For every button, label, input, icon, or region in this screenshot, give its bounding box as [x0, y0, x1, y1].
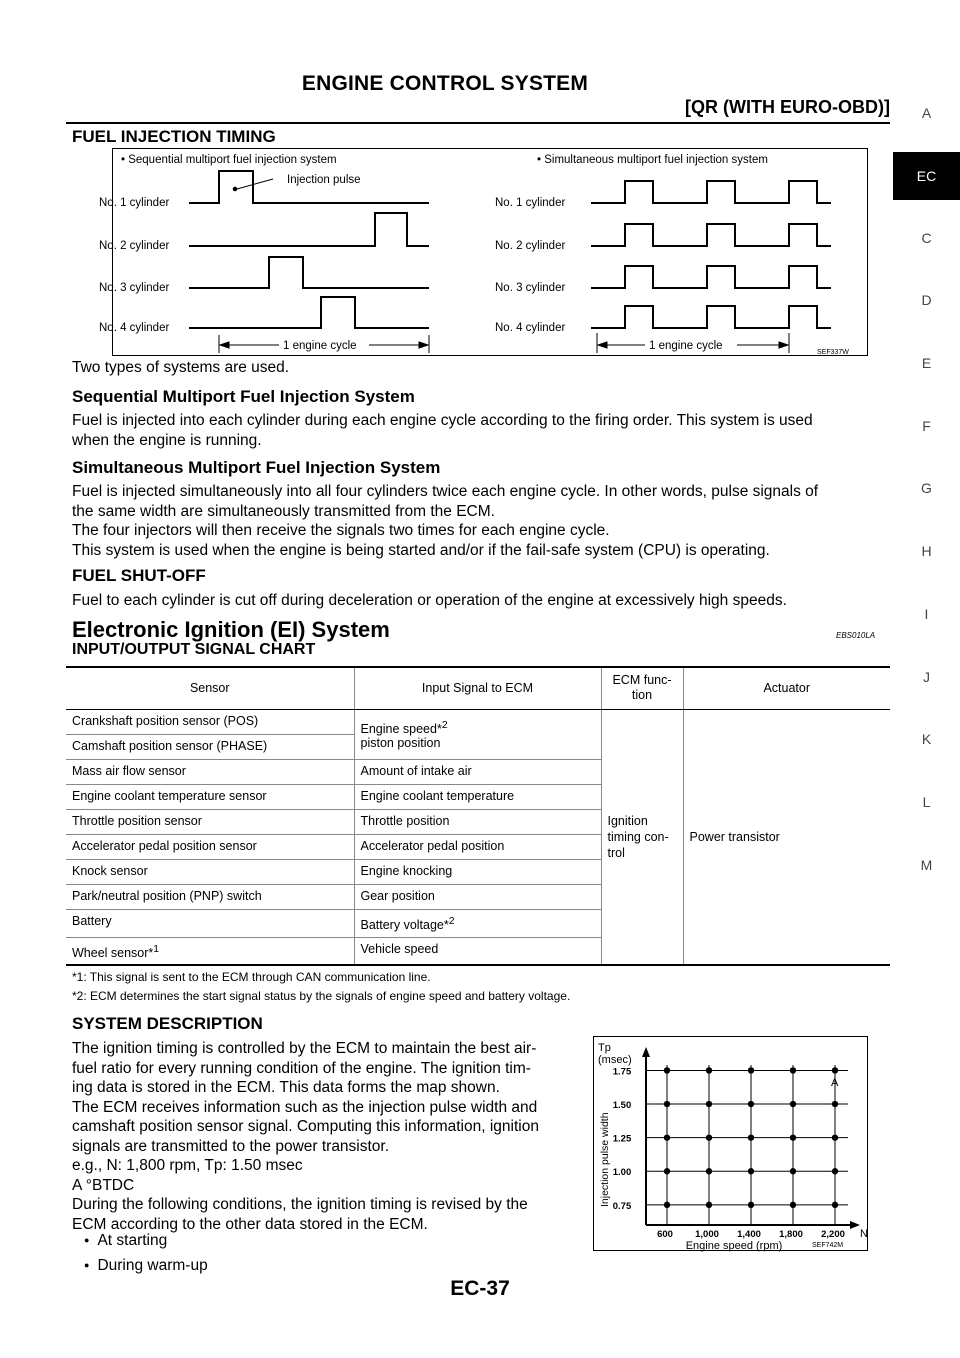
left-cyl-4: No. 4 cylinder: [99, 322, 170, 334]
index-tab-j[interactable]: J: [923, 668, 930, 685]
input-cell-battery-voltage: [354, 909, 601, 937]
y-axis-name: Tp: [598, 1042, 611, 1054]
seq-wave-2: [189, 213, 429, 246]
index-tab-l[interactable]: L: [922, 793, 931, 810]
signal-chart-table: [66, 666, 890, 966]
sysdesc-line-6: signals are transmitted to the power transistor.: [72, 1137, 390, 1155]
index-tab-h[interactable]: H: [921, 543, 932, 560]
sensor-cell: Accelerator pedal position sensor: [66, 834, 354, 859]
right-cyl-3: No. 3 cylinder: [495, 282, 566, 294]
index-tab-m[interactable]: M: [920, 856, 933, 873]
simultaneous-line-1: Fuel is injected simultaneously into all four cylinders twice each engine cycle. In other words, pulse signals of: [72, 483, 819, 500]
sim-wave-2: [591, 224, 831, 246]
right-cyl-2: No. 2 cylinder: [495, 240, 566, 252]
data-point-2: [748, 1202, 754, 1208]
data-point-14: [832, 1134, 838, 1140]
data-point-4: [832, 1202, 838, 1208]
heading-signal-chart: INPUT/OUTPUT SIGNAL CHART: [72, 641, 316, 658]
fig-code-timing: SEF337W: [817, 349, 849, 356]
simultaneous-line-2: the same width are simultaneously transmitted from the ECM.: [72, 502, 495, 520]
input-cell: Gear position: [354, 884, 601, 909]
col-header-actuator: Actuator: [683, 667, 890, 709]
sequential-text: [72, 411, 892, 450]
ignition-ref-code: EBS010LA: [836, 631, 876, 640]
col-header-input: Input Signal to ECM: [354, 667, 601, 709]
right-cycle-label: 1 engine cycle: [649, 340, 723, 352]
engine-speed-text: Engine speed*: [360, 721, 442, 736]
input-cell: Throttle position: [354, 809, 601, 834]
wheel-sensor-footnote-mark: 1: [153, 943, 160, 955]
y-axis-arrow: [642, 1047, 650, 1057]
simultaneous-line-4: This system is used when the engine is being started and/or if the fail-safe system (CPU) is operating.: [72, 541, 770, 559]
sequential-line-2: when the engine is running.: [72, 431, 262, 449]
y-axis-label: Injection pulse width: [599, 1112, 611, 1207]
sysdesc-line-8: A °BTDC: [72, 1176, 135, 1194]
right-cyl-4: No. 4 cylinder: [495, 322, 566, 334]
col-header-sensor: Sensor: [66, 667, 354, 709]
data-point-22: [748, 1067, 754, 1073]
left-cyl-2: No. 2 cylinder: [99, 240, 170, 252]
intro-text: Two types of systems are used.: [72, 359, 290, 376]
ignition-map-chart: [594, 1037, 869, 1252]
x-axis-label: Engine speed (rpm): [685, 1240, 783, 1252]
section-heading-fuel-timing: FUEL INJECTION TIMING: [72, 127, 276, 146]
heading-fuel-shutoff: FUEL SHUT-OFF: [72, 566, 206, 585]
x-tick-label-1: 1,000: [695, 1229, 719, 1240]
fig-left-title: • Sequential multiport fuel injection system: [121, 154, 337, 166]
sim-wave-3: [591, 266, 831, 288]
ignition-map-figure: [593, 1036, 868, 1251]
heading-electronic-ignition: Electronic Ignition (EI) System: [72, 617, 390, 642]
sysdesc-line-2: fuel ratio for every running condition of the engine. The ignition tim-: [72, 1059, 531, 1077]
data-point-9: [832, 1168, 838, 1174]
seq-wave-3: [189, 257, 429, 288]
index-tab-ec[interactable]: EC: [893, 152, 960, 200]
y-tick-label-2: 1.25: [612, 1133, 632, 1145]
sysdesc-line-9: During the following conditions, the ignition timing is revised by the: [72, 1196, 528, 1213]
data-point-5: [664, 1168, 670, 1174]
sensor-cell: Mass air flow sensor: [66, 759, 354, 784]
index-tab-e[interactable]: E: [921, 355, 932, 372]
sensor-cell: Engine coolant temperature sensor: [66, 784, 354, 809]
data-point-11: [706, 1134, 712, 1140]
conditions-list: [84, 1228, 208, 1278]
section-index: [893, 82, 960, 896]
sensor-cell: Throttle position sensor: [66, 809, 354, 834]
injection-pulse-label: Injection pulse: [287, 174, 361, 186]
input-cell: Vehicle speed: [354, 937, 601, 965]
list-item: ● At starting: [84, 1228, 208, 1253]
right-cyl-1: No. 1 cylinder: [495, 197, 566, 209]
data-point-15: [664, 1101, 670, 1107]
data-point-6: [706, 1168, 712, 1174]
header-rule: [66, 122, 890, 124]
index-tab-k[interactable]: K: [921, 731, 932, 748]
footnote-2: *2: ECM determines the start signal status by the signals of engine speed and battery voltage.: [72, 989, 571, 1003]
data-point-20: [664, 1067, 670, 1073]
sensor-cell: Park/neutral position (PNP) switch: [66, 884, 354, 909]
y-tick-label-3: 1.50: [612, 1100, 632, 1112]
data-point-17: [748, 1101, 754, 1107]
input-cell: Engine coolant temperature: [354, 784, 601, 809]
list-item: ● During warm-up: [84, 1253, 208, 1278]
data-point-3: [790, 1202, 796, 1208]
y-axis-unit: (msec): [598, 1054, 632, 1066]
data-point-1: [706, 1202, 712, 1208]
injection-timing-diagram: [99, 149, 869, 357]
data-point-12: [748, 1134, 754, 1140]
sim-wave-4: [591, 306, 831, 328]
sysdesc-line-3: ing data is stored in the ECM. This data forms the map shown.: [72, 1079, 500, 1096]
index-tab-a[interactable]: A: [921, 105, 932, 121]
index-tab-g[interactable]: G: [921, 480, 932, 497]
sensor-cell: Camshaft position sensor (PHASE): [66, 734, 354, 759]
x-tick-label-2: 1,400: [737, 1229, 761, 1240]
data-point-23: [790, 1067, 796, 1073]
input-cell-engine-speed: [354, 709, 601, 759]
input-cell: Amount of intake air: [354, 759, 601, 784]
sysdesc-line-1: The ignition timing is controlled by the ECM to maintain the best air-: [72, 1040, 537, 1057]
col-header-ecm-function: ECM func- tion: [601, 667, 683, 709]
heading-system-description: SYSTEM DESCRIPTION: [72, 1014, 263, 1033]
system-description-text: [72, 1039, 582, 1234]
data-point-7: [748, 1168, 754, 1174]
left-cyl-1: No. 1 cylinder: [99, 197, 170, 209]
wheel-sensor-text: Wheel sensor*: [72, 946, 154, 960]
data-point-8: [790, 1168, 796, 1174]
ecm-function-cell: Ignition timing con- trol: [601, 709, 683, 965]
x-axis-arrow: [850, 1221, 860, 1229]
data-point-24: [832, 1067, 838, 1073]
fig-right-title: • Simultaneous multiport fuel injection system: [537, 154, 768, 166]
data-point-10: [664, 1134, 670, 1140]
y-tick-label-0: 0.75: [612, 1200, 632, 1212]
sensor-cell-wheel: [66, 937, 354, 965]
page-title: ENGINE CONTROL SYSTEM: [301, 72, 589, 95]
actuator-cell: Power transistor: [683, 709, 890, 965]
input-cell: Engine knocking: [354, 859, 601, 884]
table-header-row: [66, 667, 890, 709]
data-point-21: [706, 1067, 712, 1073]
shutoff-text: Fuel to each cylinder is cut off during deceleration or operation of the engine at excessively high speeds.: [72, 592, 787, 609]
heading-simultaneous: Simultaneous Multiport Fuel Injection System: [72, 458, 441, 477]
heading-sequential: Sequential Multiport Fuel Injection System: [72, 387, 415, 406]
index-tab-d[interactable]: D: [921, 292, 932, 309]
x-axis-name: N: [860, 1228, 868, 1240]
x-tick-label-0: 600: [657, 1229, 673, 1240]
annotation-label: A: [831, 1077, 839, 1090]
battery-voltage-footnote-mark: 2: [448, 916, 455, 928]
page-subtitle: [QR (WITH EURO-OBD)]: [685, 97, 890, 117]
left-cyl-3: No. 3 cylinder: [99, 282, 170, 294]
index-tab-i[interactable]: I: [924, 605, 929, 622]
simultaneous-line-3: The four injectors will then receive the signals two times for each engine cycle.: [72, 522, 610, 539]
sysdesc-line-10: ECM according to the other data stored in the ECM.: [72, 1215, 428, 1233]
y-tick-label-4: 1.75: [612, 1066, 632, 1078]
left-cycle-label: 1 engine cycle: [283, 340, 357, 352]
sim-wave-1: [591, 181, 831, 203]
sysdesc-line-5: camshaft position sensor signal. Computing this information, ignition: [72, 1118, 539, 1135]
index-tab-c[interactable]: C: [921, 229, 932, 246]
data-point-19: [832, 1101, 838, 1107]
sequential-line-1: Fuel is injected into each cylinder during each engine cycle according to the firing order. This system is used: [72, 412, 813, 429]
seq-wave-4: [189, 297, 429, 328]
sensor-cell: Crankshaft position sensor (POS): [66, 709, 354, 734]
fig-code-map: SEF742M: [812, 1242, 844, 1249]
sensor-cell: Battery: [66, 909, 354, 937]
data-point-16: [706, 1101, 712, 1107]
engine-speed-footnote-mark: 2: [441, 719, 448, 731]
sysdesc-line-4: The ECM receives information such as the injection pulse width and: [72, 1098, 538, 1116]
sysdesc-line-7: e.g., N: 1,800 rpm, Tp: 1.50 msec: [72, 1157, 303, 1174]
index-tab-f[interactable]: F: [922, 417, 931, 434]
sensor-cell: Knock sensor: [66, 859, 354, 884]
data-point-0: [664, 1202, 670, 1208]
table-row: [66, 709, 890, 734]
piston-position-text: piston position: [360, 735, 441, 750]
battery-voltage-text: Battery voltage*: [360, 918, 449, 933]
data-point-18: [790, 1101, 796, 1107]
x-tick-label-3: 1,800: [779, 1229, 803, 1240]
data-point-13: [790, 1134, 796, 1140]
input-cell: Accelerator pedal position: [354, 834, 601, 859]
footnote-1: *1: This signal is sent to the ECM through CAN communication line.: [72, 970, 431, 984]
simultaneous-text: [72, 482, 892, 560]
y-tick-label-1: 1.00: [612, 1167, 632, 1179]
x-tick-label-4: 2,200: [821, 1229, 845, 1240]
page-number: EC-37: [450, 1277, 510, 1300]
injection-timing-figure: [99, 148, 868, 356]
